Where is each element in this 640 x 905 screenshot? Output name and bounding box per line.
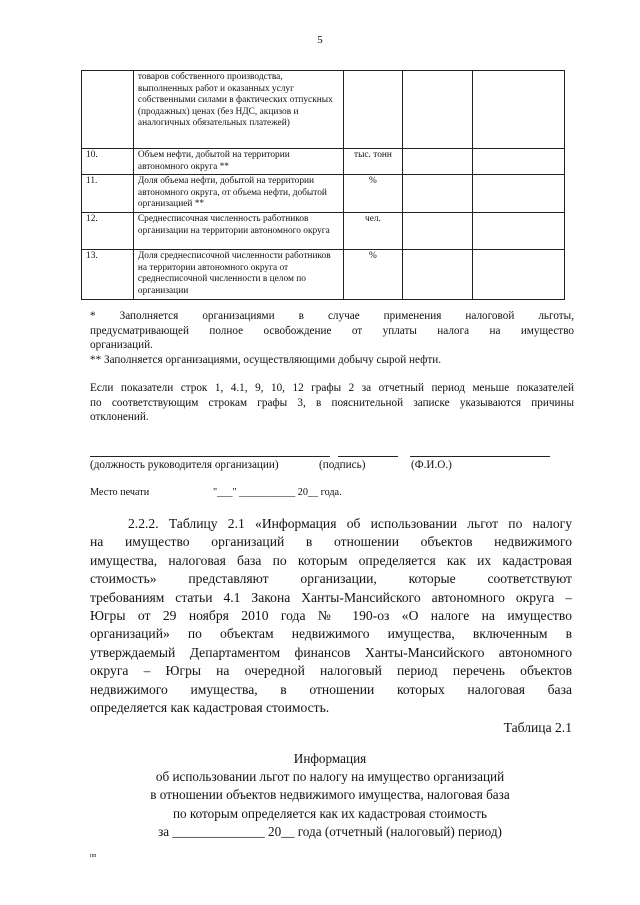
info-title-line: в отношении объектов недвижимого имущества, налоговая база [150,787,510,803]
signature-date: "___" ___________ 20__ года. [213,487,342,498]
deviation-note-line: Если показатели строк 1, 4.1, 9, 10, 12 графы 2 за отчетный период меньше показателей [90,382,574,394]
row-number: 11. [82,175,134,213]
row-value-col3 [473,71,565,149]
row-value-col3 [473,149,565,175]
paragraph-line: стоимость» представляют организации, которые соответствуют [90,571,572,587]
info-title [80,750,580,841]
deviation-note-line: отклонений. [90,411,149,423]
page-number: 5 [317,34,323,46]
row-description: Объем нефти, добытой на территории автономного округа ** [133,149,343,175]
deviation-note-line: по соответствующим строкам графы 3, в пояснительной записке указываются причины [90,396,574,409]
paragraph-line: Югры от 29 ноября 2010 года № 190-оз «О налоге на имущество [90,608,572,624]
row-unit: чел. [343,212,403,249]
info-title-line: Информация [293,751,367,766]
name-signature-line [410,456,550,457]
row-number: 13. [82,249,134,299]
paragraph-line: имущества, налоговая база по которым определяется как их кадастровая [90,552,572,568]
table-row [82,212,565,249]
row-description: Доля объема нефти, добытой на территории автономного округа, от объема нефти, добытой организацией ** [133,175,343,213]
position-label: (должность руководителя организации) [90,459,279,471]
row-value-col3 [473,212,565,249]
footer-mark: пп [90,853,97,859]
footnote-2: ** Заполняется организациями, осуществляющими добычу сырой нефти. [90,353,441,366]
footnotes [90,309,574,367]
row-unit [343,71,403,149]
table-label: Таблица 2.1 [503,720,572,735]
name-label: (Ф.И.О.) [411,459,452,471]
info-title-line: об использовании льгот по налогу на имущество организаций [155,769,505,785]
row-unit: % [343,175,403,213]
footnote-1-line: организаций. [90,339,153,351]
row-number [82,71,134,149]
paragraph-line: организаций» по объектам недвижимого имущества, включенным в [90,626,572,642]
row-value-col3 [473,175,565,213]
paragraph-line: 2.2.2. Таблицу 2.1 «Информация об использовании льгот по налогу [128,516,572,531]
row-unit: тыс. тонн [343,149,403,175]
paragraph-line: округа – Югры на очередной налоговый период перечень объектов [90,663,572,679]
row-value-col2 [403,212,473,249]
position-signature-line [90,456,330,457]
footnote-1-line: предусматривающей полное освобождение от уплаты налога на имущество [90,324,574,337]
row-description: Доля среднесписочной численности работников на территории автономного округа от среднесписочной численности в целом по организации [133,249,343,299]
row-value-col2 [403,149,473,175]
row-description: Среднесписочная численность работников организации на территории автономного округа [133,212,343,249]
section-paragraph [90,515,572,717]
paragraph-line: недвижимого имущества, в отношении которых налоговая база [90,681,572,697]
table-row [82,71,565,149]
footnote-1-line: * Заполняется организациями в случае применения налоговой льготы, [90,310,574,322]
row-value-col2 [403,71,473,149]
row-number: 10. [82,149,134,175]
paragraph-line: на имущество организаций в отношении объектов недвижимого [90,534,572,550]
paragraph-line: определяется как кадастровая стоимость. [90,700,330,716]
signature-line [338,456,398,457]
row-unit: % [343,249,403,299]
row-value-col2 [403,249,473,299]
paragraph-line: утверждаемый Департаментом финансов Ханты-Мансийского автономного [90,644,572,660]
table-row [82,249,565,299]
indicators-table [81,70,565,300]
seal-label: Место печати [90,487,150,498]
row-value-col2 [403,175,473,213]
row-number: 12. [82,212,134,249]
row-value-col3 [473,249,565,299]
paragraph-line: требованиям статьи 4.1 Закона Ханты-Мансийского автономного округа – [90,589,572,605]
table-row [82,149,565,175]
info-title-line: по которым определяется как их кадастровая стоимость [172,805,488,821]
row-description: товаров собственного производства, выполненных работ и оказанных услуг собственными силами в фактических отпускных (продажных) ценах (без НДС, акцизов и аналогичных обязательных платежей) [133,71,343,149]
signature-label: (подпись) [319,459,366,471]
table-row [82,175,565,213]
info-title-line: за ______________ 20__ года (отчетный (налоговый) период) [158,823,502,839]
deviation-note [90,381,574,425]
